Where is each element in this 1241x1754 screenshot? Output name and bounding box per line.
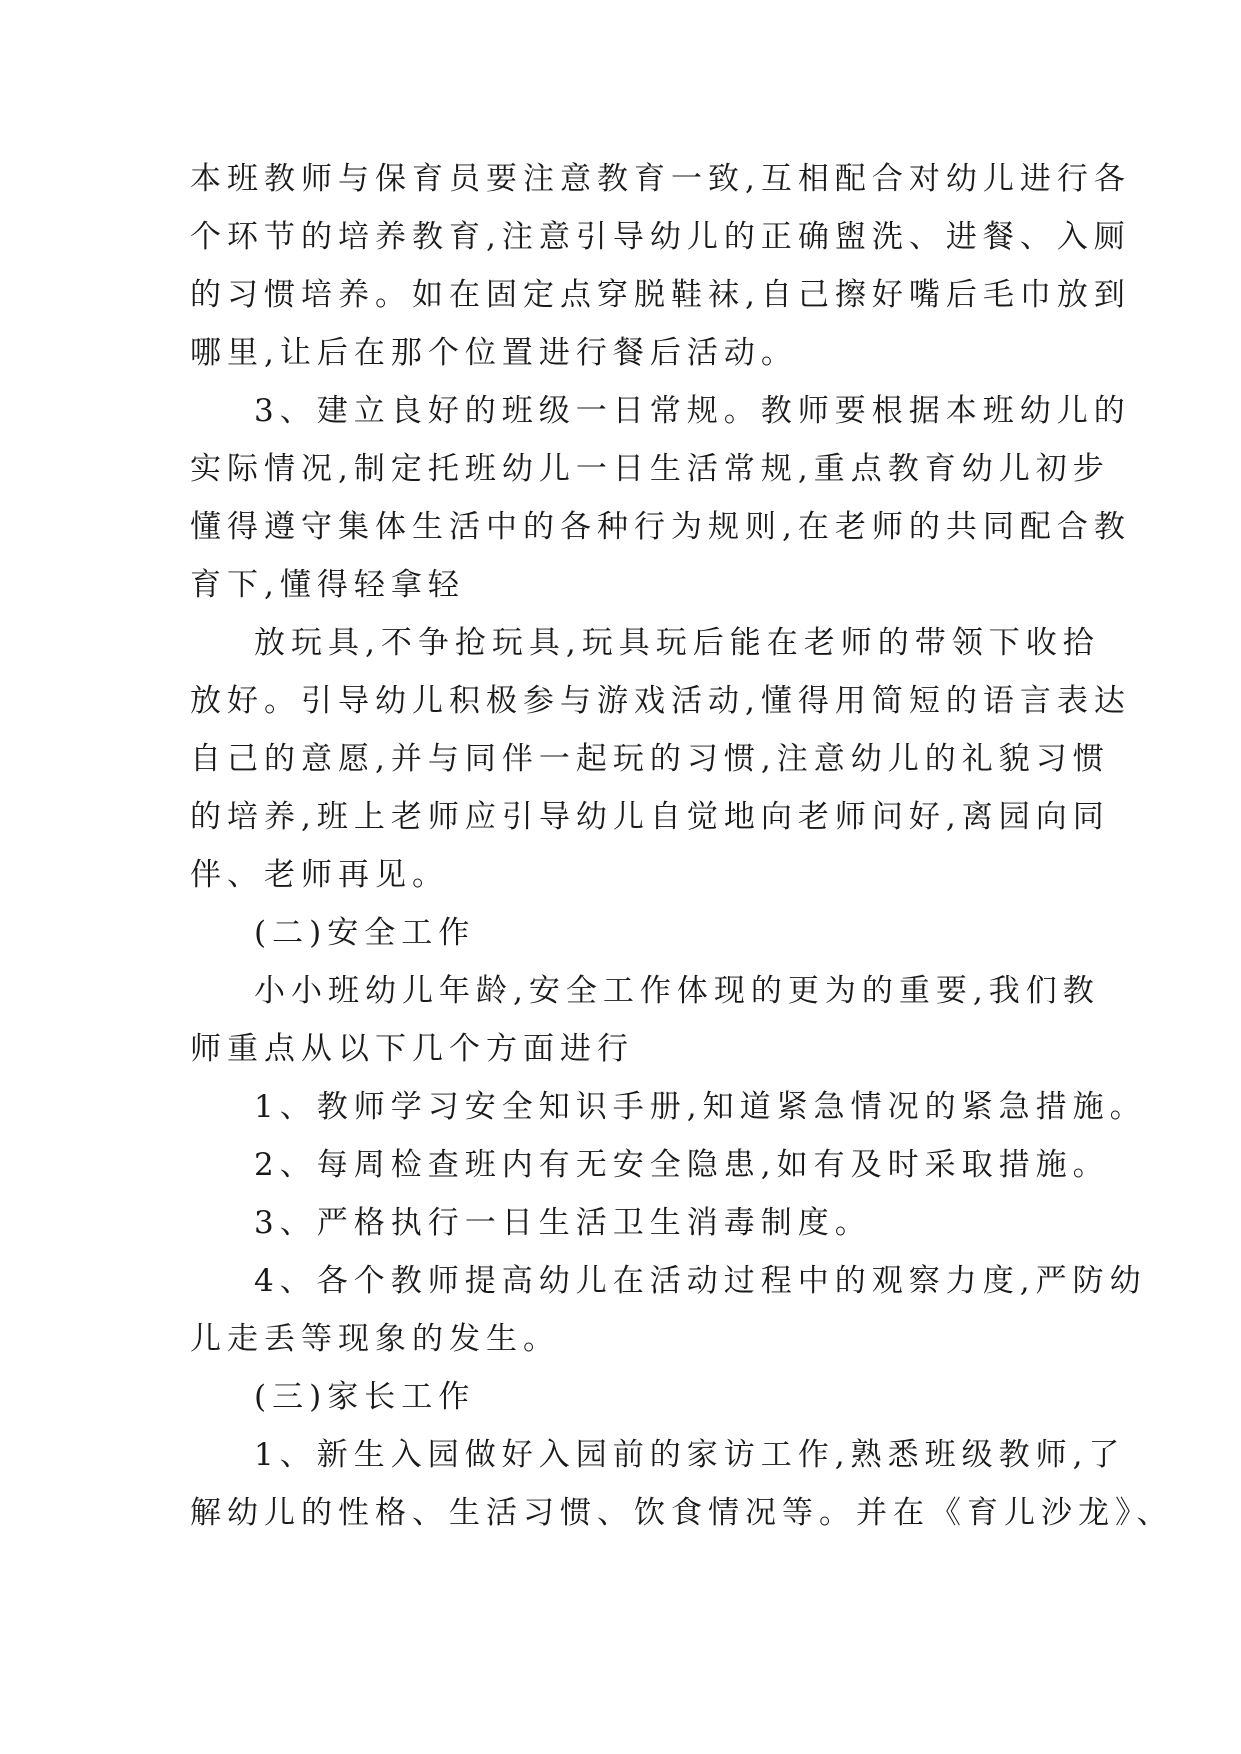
text-line: 解幼儿的性格、生活习惯、饮食情况等。并在《育儿沙龙》、	[190, 1495, 1174, 1531]
text-line: 个环节的培养教育,注意引导幼儿的正确盥洗、进餐、入厕	[190, 219, 1131, 255]
text-line: 伴、老师再见。	[190, 857, 449, 893]
document-body	[190, 150, 1174, 1542]
text-line: 3、建立良好的班级一日常规。教师要根据本班幼儿的	[254, 393, 1131, 429]
text-line: (二)安全工作	[254, 915, 476, 951]
text-line: 懂得遵守集体生活中的各种行为规则,在老师的共同配合教	[190, 509, 1131, 545]
text-line: 育下,懂得轻拿轻	[190, 567, 465, 603]
text-line: 儿走丢等现象的发生。	[190, 1321, 560, 1357]
text-line: 2、每周检查班内有无安全隐患,如有及时采取措施。	[254, 1147, 1110, 1183]
text-line: 3、严格执行一日生活卫生消毒制度。	[254, 1205, 872, 1241]
text-line: 本班教师与保育员要注意教育一致,互相配合对幼儿进行各	[190, 161, 1131, 197]
text-line: 放好。引导幼儿积极参与游戏活动,懂得用简短的语言表达	[190, 683, 1131, 719]
text-line: 小小班幼儿年龄,安全工作体现的更为的重要,我们教	[254, 973, 1100, 1009]
text-line: 4、各个教师提高幼儿在活动过程中的观察力度,严防幼	[254, 1263, 1147, 1299]
text-line: 自己的意愿,并与同伴一起玩的习惯,注意幼儿的礼貌习惯	[190, 741, 1110, 777]
text-line: 放玩具,不争抢玩具,玩具玩后能在老师的带领下收拾	[254, 625, 1100, 661]
text-line: 实际情况,制定托班幼儿一日生活常规,重点教育幼儿初步	[190, 451, 1110, 487]
text-line: 的培养,班上老师应引导幼儿自觉地向老师问好,离园向同	[190, 799, 1110, 835]
text-line: 哪里,让后在那个位置进行餐后活动。	[190, 335, 798, 371]
text-line: 1、教师学习安全知识手册,知道紧急情况的紧急措施。	[254, 1089, 1147, 1125]
text-line: 1、新生入园做好入园前的家访工作,熟悉班级教师,了	[254, 1437, 1126, 1473]
text-line: 师重点从以下几个方面进行	[190, 1031, 634, 1067]
text-line: (三)家长工作	[254, 1379, 476, 1415]
text-line: 的习惯培养。如在固定点穿脱鞋袜,自己擦好嘴后毛巾放到	[190, 277, 1131, 313]
